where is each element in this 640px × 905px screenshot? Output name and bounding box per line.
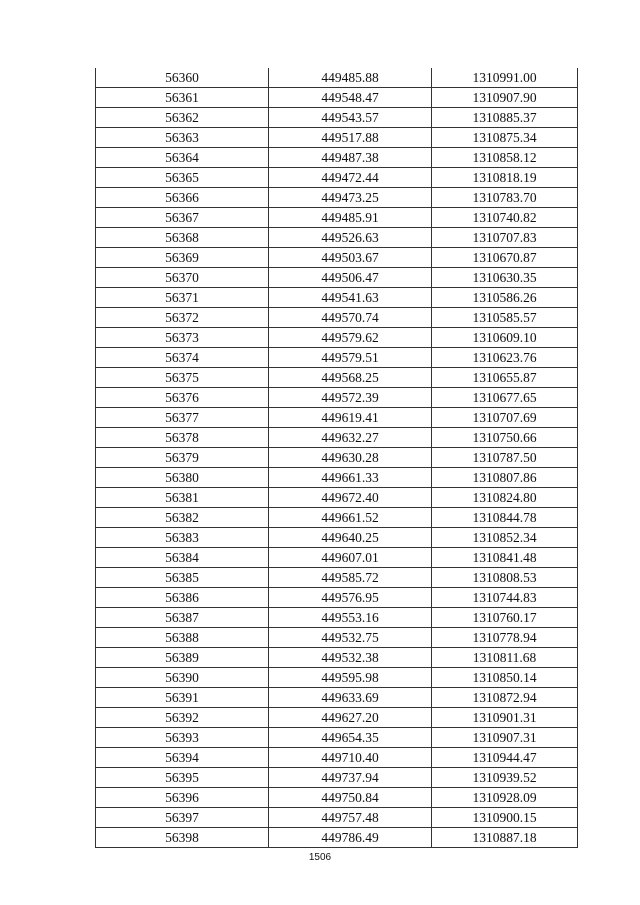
x-coordinate-cell: 449570.74 [269,308,432,328]
point-id-cell: 56362 [96,108,269,128]
x-coordinate-cell: 449572.39 [269,388,432,408]
point-id-cell: 56378 [96,428,269,448]
point-id-cell: 56398 [96,828,269,848]
table-row [96,168,578,188]
y-coordinate-cell: 1310872.94 [432,688,578,708]
y-coordinate-cell: 1310850.14 [432,668,578,688]
x-coordinate-cell: 449532.75 [269,628,432,648]
table-row [96,408,578,428]
table-row [96,88,578,108]
y-coordinate-cell: 1310807.86 [432,468,578,488]
x-coordinate-cell: 449585.72 [269,568,432,588]
coordinate-table [95,68,578,848]
point-id-cell: 56367 [96,208,269,228]
table-row [96,448,578,468]
x-coordinate-cell: 449640.25 [269,528,432,548]
y-coordinate-cell: 1310586.26 [432,288,578,308]
point-id-cell: 56391 [96,688,269,708]
y-coordinate-cell: 1310811.68 [432,648,578,668]
y-coordinate-cell: 1310783.70 [432,188,578,208]
table-row [96,788,578,808]
x-coordinate-cell: 449737.94 [269,768,432,788]
x-coordinate-cell: 449786.49 [269,828,432,848]
y-coordinate-cell: 1310885.37 [432,108,578,128]
table-row [96,348,578,368]
table-row [96,648,578,668]
point-id-cell: 56386 [96,588,269,608]
table-row [96,328,578,348]
point-id-cell: 56390 [96,668,269,688]
x-coordinate-cell: 449553.16 [269,608,432,628]
x-coordinate-cell: 449672.40 [269,488,432,508]
x-coordinate-cell: 449568.25 [269,368,432,388]
y-coordinate-cell: 1310677.65 [432,388,578,408]
x-coordinate-cell: 449661.52 [269,508,432,528]
table-row [96,268,578,288]
y-coordinate-cell: 1310707.69 [432,408,578,428]
table-row [96,728,578,748]
point-id-cell: 56393 [96,728,269,748]
point-id-cell: 56385 [96,568,269,588]
y-coordinate-cell: 1310900.15 [432,808,578,828]
y-coordinate-cell: 1310907.31 [432,728,578,748]
table-row [96,188,578,208]
table-row [96,148,578,168]
point-id-cell: 56377 [96,408,269,428]
point-id-cell: 56360 [96,68,269,88]
x-coordinate-cell: 449619.41 [269,408,432,428]
x-coordinate-cell: 449633.69 [269,688,432,708]
y-coordinate-cell: 1310740.82 [432,208,578,228]
point-id-cell: 56376 [96,388,269,408]
point-id-cell: 56394 [96,748,269,768]
table-row [96,288,578,308]
x-coordinate-cell: 449472.44 [269,168,432,188]
point-id-cell: 56364 [96,148,269,168]
y-coordinate-cell: 1310852.34 [432,528,578,548]
table-row [96,768,578,788]
y-coordinate-cell: 1310928.09 [432,788,578,808]
table-row [96,808,578,828]
y-coordinate-cell: 1310824.80 [432,488,578,508]
point-id-cell: 56366 [96,188,269,208]
table-row [96,388,578,408]
point-id-cell: 56369 [96,248,269,268]
coordinate-table-body [96,68,578,848]
table-row [96,468,578,488]
point-id-cell: 56372 [96,308,269,328]
table-row [96,708,578,728]
y-coordinate-cell: 1310585.57 [432,308,578,328]
point-id-cell: 56374 [96,348,269,368]
y-coordinate-cell: 1310841.48 [432,548,578,568]
table-row [96,508,578,528]
x-coordinate-cell: 449503.67 [269,248,432,268]
point-id-cell: 56389 [96,648,269,668]
point-id-cell: 56370 [96,268,269,288]
x-coordinate-cell: 449710.40 [269,748,432,768]
table-row [96,128,578,148]
x-coordinate-cell: 449630.28 [269,448,432,468]
y-coordinate-cell: 1310858.12 [432,148,578,168]
y-coordinate-cell: 1310944.47 [432,748,578,768]
point-id-cell: 56392 [96,708,269,728]
table-row [96,108,578,128]
table-row [96,568,578,588]
y-coordinate-cell: 1310778.94 [432,628,578,648]
y-coordinate-cell: 1310901.31 [432,708,578,728]
table-row [96,248,578,268]
x-coordinate-cell: 449548.47 [269,88,432,108]
x-coordinate-cell: 449576.95 [269,588,432,608]
point-id-cell: 56396 [96,788,269,808]
y-coordinate-cell: 1310609.10 [432,328,578,348]
table-row [96,368,578,388]
x-coordinate-cell: 449595.98 [269,668,432,688]
point-id-cell: 56397 [96,808,269,828]
table-row [96,68,578,88]
table-row [96,488,578,508]
x-coordinate-cell: 449541.63 [269,288,432,308]
x-coordinate-cell: 449485.88 [269,68,432,88]
table-row [96,688,578,708]
point-id-cell: 56368 [96,228,269,248]
x-coordinate-cell: 449757.48 [269,808,432,828]
y-coordinate-cell: 1310818.19 [432,168,578,188]
y-coordinate-cell: 1310907.90 [432,88,578,108]
table-row [96,588,578,608]
point-id-cell: 56381 [96,488,269,508]
table-row [96,608,578,628]
table-row [96,428,578,448]
point-id-cell: 56373 [96,328,269,348]
y-coordinate-cell: 1310655.87 [432,368,578,388]
x-coordinate-cell: 449654.35 [269,728,432,748]
point-id-cell: 56371 [96,288,269,308]
table-row [96,668,578,688]
point-id-cell: 56361 [96,88,269,108]
point-id-cell: 56363 [96,128,269,148]
x-coordinate-cell: 449543.57 [269,108,432,128]
point-id-cell: 56384 [96,548,269,568]
page-number: 1506 [308,852,332,863]
y-coordinate-cell: 1310887.18 [432,828,578,848]
table-row [96,828,578,848]
y-coordinate-cell: 1310707.83 [432,228,578,248]
x-coordinate-cell: 449632.27 [269,428,432,448]
y-coordinate-cell: 1310760.17 [432,608,578,628]
y-coordinate-cell: 1310623.76 [432,348,578,368]
point-id-cell: 56380 [96,468,269,488]
table-row [96,748,578,768]
point-id-cell: 56382 [96,508,269,528]
x-coordinate-cell: 449532.38 [269,648,432,668]
y-coordinate-cell: 1310787.50 [432,448,578,468]
y-coordinate-cell: 1310875.34 [432,128,578,148]
y-coordinate-cell: 1310939.52 [432,768,578,788]
y-coordinate-cell: 1310744.83 [432,588,578,608]
x-coordinate-cell: 449487.38 [269,148,432,168]
table-row [96,548,578,568]
point-id-cell: 56388 [96,628,269,648]
table-row [96,228,578,248]
y-coordinate-cell: 1310844.78 [432,508,578,528]
table-row [96,628,578,648]
x-coordinate-cell: 449607.01 [269,548,432,568]
y-coordinate-cell: 1310630.35 [432,268,578,288]
y-coordinate-cell: 1310750.66 [432,428,578,448]
point-id-cell: 56379 [96,448,269,468]
x-coordinate-cell: 449579.62 [269,328,432,348]
table-row [96,208,578,228]
x-coordinate-cell: 449661.33 [269,468,432,488]
x-coordinate-cell: 449579.51 [269,348,432,368]
y-coordinate-cell: 1310808.53 [432,568,578,588]
y-coordinate-cell: 1310670.87 [432,248,578,268]
x-coordinate-cell: 449473.25 [269,188,432,208]
y-coordinate-cell: 1310991.00 [432,68,578,88]
x-coordinate-cell: 449517.88 [269,128,432,148]
point-id-cell: 56375 [96,368,269,388]
x-coordinate-cell: 449506.47 [269,268,432,288]
point-id-cell: 56387 [96,608,269,628]
x-coordinate-cell: 449627.20 [269,708,432,728]
point-id-cell: 56383 [96,528,269,548]
point-id-cell: 56365 [96,168,269,188]
x-coordinate-cell: 449750.84 [269,788,432,808]
x-coordinate-cell: 449526.63 [269,228,432,248]
table-row [96,528,578,548]
point-id-cell: 56395 [96,768,269,788]
table-row [96,308,578,328]
x-coordinate-cell: 449485.91 [269,208,432,228]
